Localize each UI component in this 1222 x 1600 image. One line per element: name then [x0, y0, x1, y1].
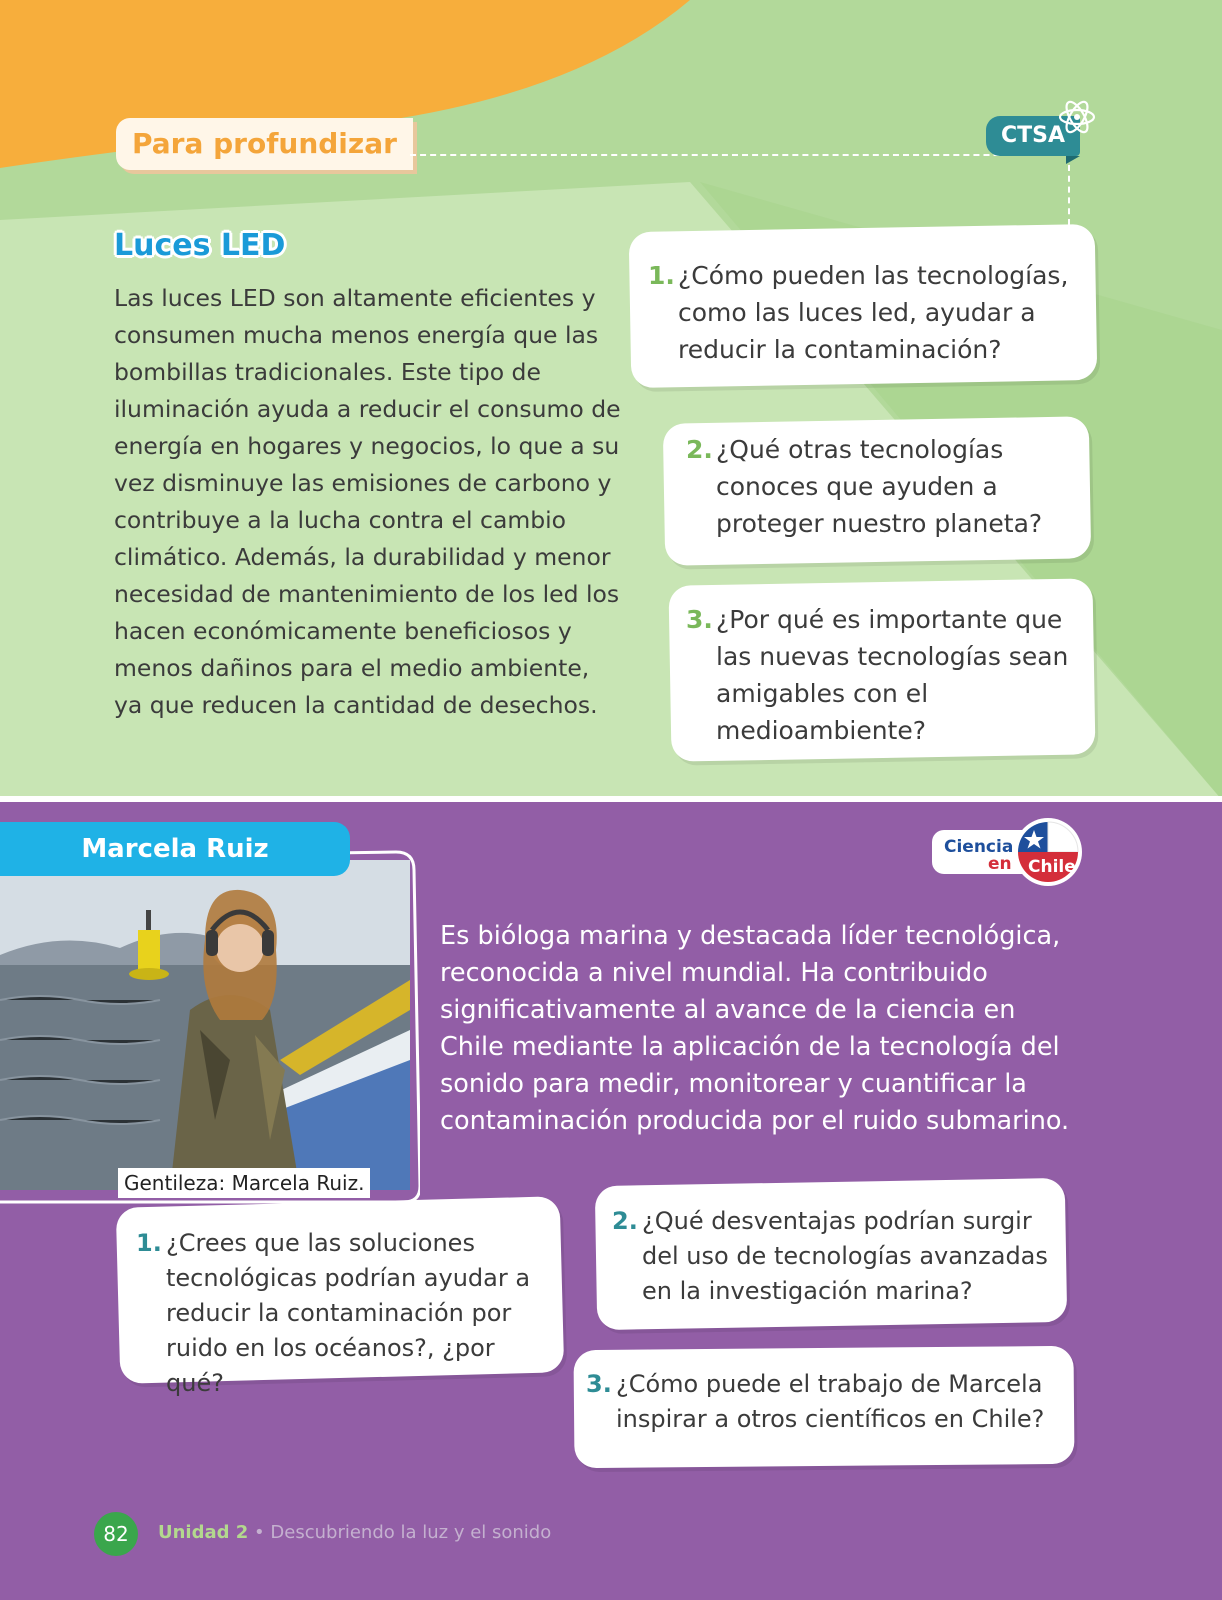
logo-word-ciencia: Ciencia — [944, 837, 1014, 857]
question-text: ¿Cómo puede el trabajo de Marcela inspirar a otros científicos en Chile? — [616, 1370, 1045, 1433]
ctsa-badge: CTSA — [986, 116, 1080, 156]
scientist-photo — [0, 860, 410, 1190]
footer-title: Descubriendo la luz y el sonido — [270, 1522, 552, 1543]
question-number: 1. — [136, 1229, 162, 1257]
photo-caption: Gentileza: Marcela Ruiz. — [118, 1168, 370, 1198]
scientist-name-tab: Marcela Ruiz — [0, 822, 350, 876]
logo-word-chile: Chile — [1028, 857, 1076, 877]
question-number: 3. — [586, 1370, 612, 1398]
article-body: Las luces LED son altamente eficientes y consumen mucha menos energía que las bombillas tradicionales. Este tipo de iluminación ayuda a reducir el consumo de energía en hogares y negocios, lo que a su vez disminuye las emisiones de carbono y contribuye a la lucha contra el cambio climático. Además, la durabilidad y menor necesidad de mantenimiento de los led los hacen económicamente beneficiosos y menos dañinos para el medio ambiente, ya que reducen la cantidad de desechos. — [114, 284, 621, 719]
badge-fold — [1066, 156, 1080, 164]
footer-separator: • — [254, 1522, 265, 1543]
scientist-bio: Es bióloga marina y destacada líder tecnológica, reconocida a nivel mundial. Ha contribuido significativamente al avance de la ciencia en Chile mediante la aplicación de la tecnología del sonido para medir, monitorear y cuantificar la contaminación producida por el ruido submarino. — [440, 921, 1070, 1136]
question-text: ¿Por qué es importante que las nuevas tecnologías sean amigables con el medioambiente? — [716, 605, 1069, 745]
dashed-rule-vertical — [1068, 165, 1070, 225]
article-heading: Luces LED — [114, 228, 286, 263]
question-number: 1. — [648, 261, 675, 290]
running-footer — [158, 1522, 551, 1543]
question-text: ¿Qué otras tecnologías conoces que ayuden a proteger nuestro planeta? — [716, 435, 1043, 538]
dashed-rule — [410, 154, 1070, 156]
atom-icon — [1056, 96, 1098, 138]
ciencia-en-chile-logo — [930, 818, 1090, 890]
question-number: 2. — [612, 1207, 638, 1235]
question-text: ¿Qué desventajas podrían surgir del uso de tecnologías avanzadas en la investigación marina? — [642, 1207, 1048, 1305]
question-text: ¿Crees que las soluciones tecnológicas podrían ayudar a reducir la contaminación por ruido en los océanos?, ¿por qué? — [166, 1229, 531, 1397]
page-number: 82 — [94, 1512, 138, 1556]
footer-unit: Unidad 2 — [158, 1522, 249, 1543]
question-number: 3. — [686, 605, 713, 634]
question-number: 2. — [686, 435, 713, 464]
question-text: ¿Cómo pueden las tecnologías, como las luces led, ayudar a reducir la contaminación? — [678, 261, 1069, 364]
section-tag: Para profundizar — [116, 118, 413, 170]
logo-word-en: en — [988, 854, 1012, 874]
section-divider — [0, 796, 1222, 802]
